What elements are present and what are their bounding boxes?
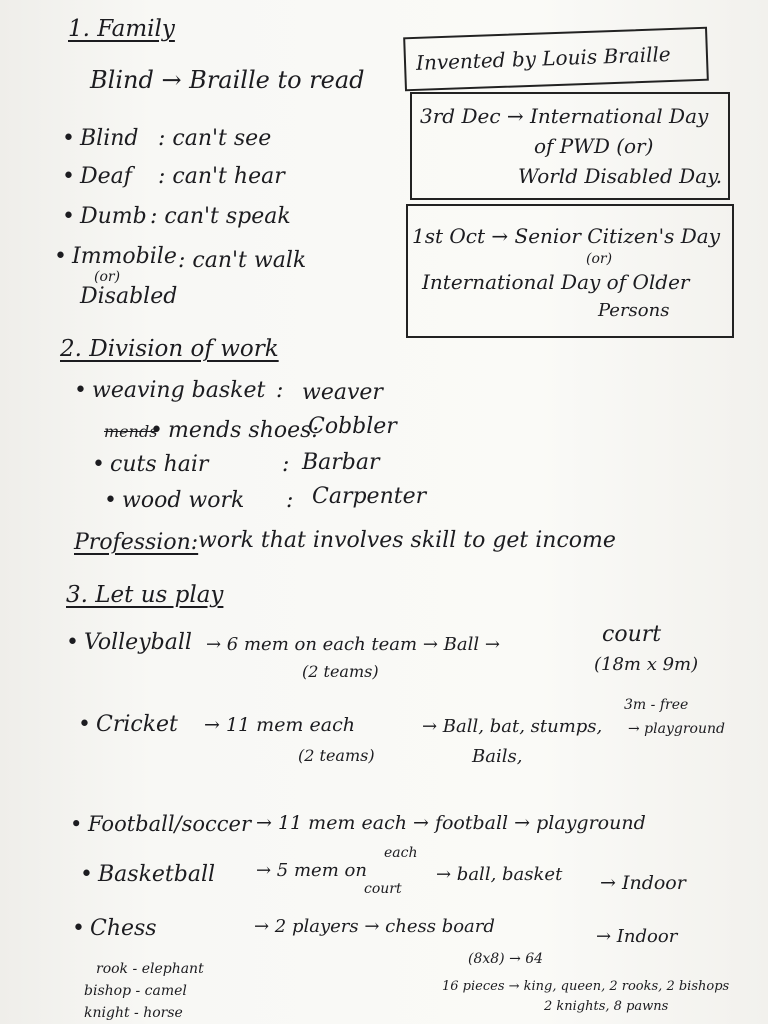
worker-cobbler: Cobbler: [308, 414, 397, 439]
piece-bishop-name: bishop: [84, 983, 132, 999]
basketball-detail-2: → ball, basket: [436, 864, 563, 885]
family-term-deaf: • Deaf: [80, 166, 132, 188]
or-label: (or): [94, 269, 121, 285]
senior-line-3: Persons: [598, 300, 670, 321]
basketball-detail-1: → 5 mem on: [256, 860, 367, 881]
chess-grid: (8x8) → 64: [468, 951, 544, 967]
work-mends-shoes: • mends shoes:: [168, 420, 319, 442]
sport-chess: • Chess: [90, 918, 157, 940]
profession-definition: work that involves skill to get income: [198, 528, 616, 553]
work-wood-work: • wood work: [122, 490, 244, 512]
basketball-place: → Indoor: [600, 872, 686, 894]
worker-weaver: weaver: [302, 380, 383, 405]
piece-knight-animal: horse: [143, 1005, 183, 1021]
pwd-line-2: of PWD (or): [534, 134, 654, 158]
work-cuts-hair: • cuts hair: [110, 454, 208, 476]
family-meaning-dumb: : can't speak: [150, 204, 291, 229]
sport-basketball: • Basketball: [98, 864, 215, 886]
pwd-line-1: 3rd Dec → International Day: [420, 104, 709, 128]
family-meaning-immobile: : can't walk: [178, 248, 307, 273]
cricket-teams: (2 teams): [298, 746, 375, 765]
section-play-title: 3. Let us play: [66, 582, 224, 608]
piece-bishop-animal: camel: [144, 983, 187, 999]
family-term-immobile: • Immobile: [72, 246, 177, 268]
chess-place: → Indoor: [596, 926, 678, 947]
senior-or: (or): [586, 251, 613, 267]
basketball-each: each: [384, 845, 418, 861]
inventor-box: [403, 27, 709, 92]
worker-barbar: Barbar: [302, 450, 380, 475]
football-detail: → 11 mem each → football → playground: [256, 812, 646, 834]
family-term-blind: • Blind: [80, 128, 139, 150]
chess-pieces-1: 16 pieces → king, queen, 2 rooks, 2 bishops: [442, 979, 730, 994]
pwd-box: [410, 92, 730, 200]
volleyball-teams: (2 teams): [302, 662, 379, 681]
work-cuts-hair-sep: :: [282, 452, 290, 477]
cricket-detail-1: → 11 mem each: [204, 714, 355, 736]
cricket-detail-2: → Ball, bat, stumps,: [422, 716, 603, 737]
chess-pieces-2: 2 knights, 8 pawns: [544, 999, 669, 1014]
sport-cricket: • Cricket: [96, 714, 178, 736]
senior-line-2: International Day of Older: [422, 270, 690, 294]
senior-line-1: 1st Oct → Senior Citizen's Day: [412, 224, 721, 248]
profession-term: Profession:: [74, 530, 199, 555]
inventor-text: Invented by Louis Braille: [415, 42, 672, 75]
work-wood-work-sep: :: [286, 488, 294, 513]
work-weaving: • weaving basket: [92, 380, 265, 402]
section-division-title: 2. Division of work: [60, 336, 279, 362]
disabled-label: Disabled: [80, 284, 178, 309]
section-family-title: 1. Family: [68, 16, 175, 42]
work-weaving-sep: :: [276, 378, 284, 403]
piece-rook: rook - elephant: [96, 961, 204, 977]
chess-detail-1: → 2 players → chess board: [254, 916, 495, 937]
worker-carpenter: Carpenter: [312, 484, 427, 509]
sport-volleyball: • Volleyball: [84, 632, 192, 654]
piece-rook-animal: elephant: [141, 961, 204, 977]
volleyball-place: court: [602, 622, 662, 647]
sport-football: • Football/soccer: [88, 814, 251, 835]
volleyball-detail: → 6 mem on each team → Ball →: [206, 634, 500, 655]
struck-word: mends: [104, 422, 158, 441]
basketball-court: court: [364, 881, 402, 897]
piece-knight: knight - horse: [84, 1005, 183, 1021]
piece-rook-name: rook: [96, 961, 129, 977]
piece-knight-name: knight: [84, 1005, 130, 1021]
family-meaning-deaf: : can't hear: [158, 164, 285, 189]
volleyball-size: (18m x 9m): [594, 654, 699, 675]
family-meaning-blind: : can't see: [158, 126, 272, 151]
cricket-bails: Bails,: [472, 746, 523, 767]
cricket-free: 3m - free: [624, 697, 689, 713]
cricket-place: → playground: [628, 721, 725, 737]
senior-box: [406, 204, 734, 338]
piece-bishop: bishop - camel: [84, 983, 187, 999]
braille-line: Blind → Braille to read: [90, 66, 365, 94]
family-term-dumb: • Dumb: [80, 206, 147, 228]
pwd-line-3: World Disabled Day.: [518, 164, 723, 188]
